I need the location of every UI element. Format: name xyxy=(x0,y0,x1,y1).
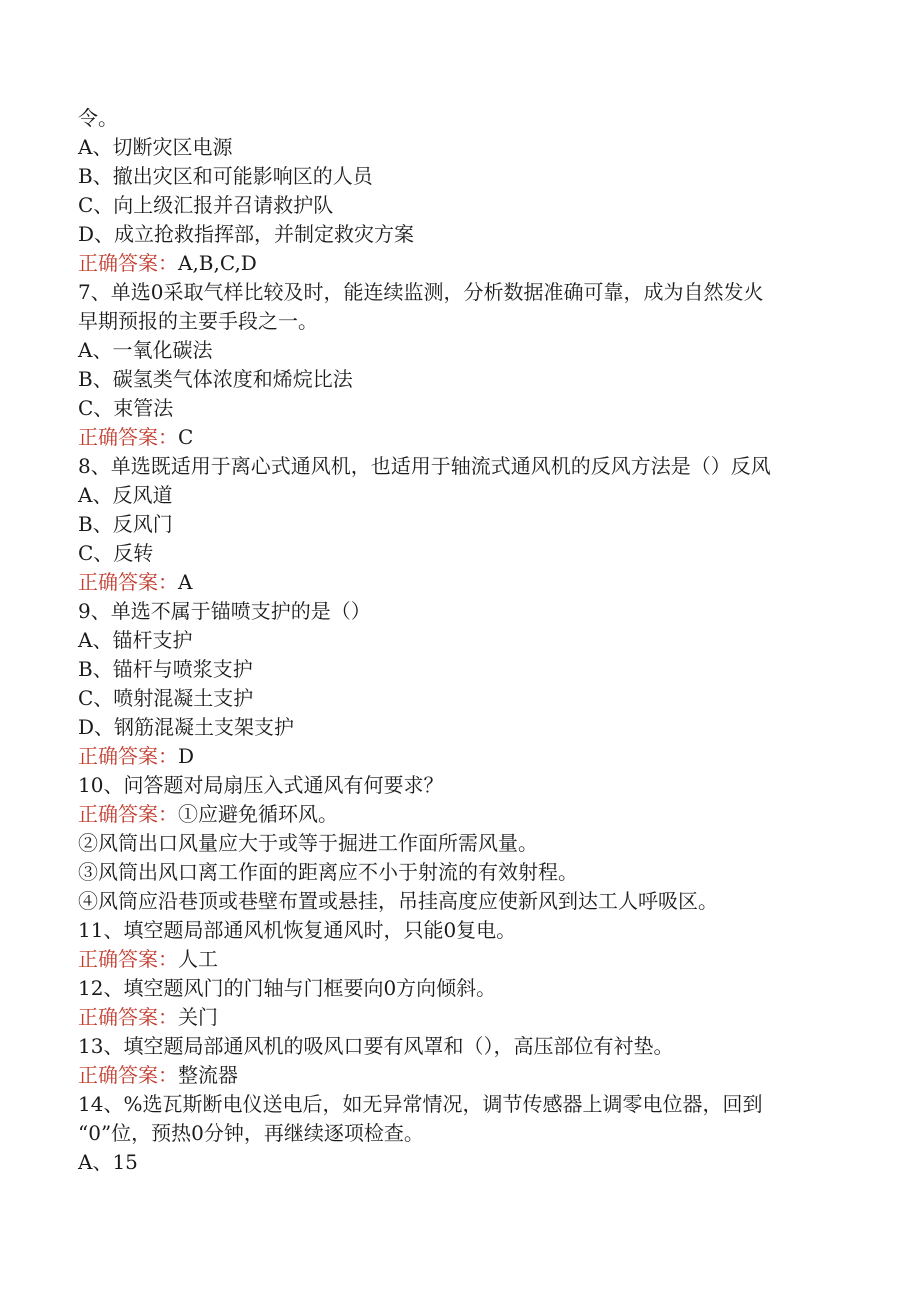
question-12: 12、填空题风门的门轴与门框要向0方向倾斜。 xyxy=(78,976,497,1000)
answer-label: 正确答案： xyxy=(78,425,178,449)
option-d: D、成立抢救指挥部，并制定救灾方案 xyxy=(78,222,415,246)
answer-value: D xyxy=(178,744,195,768)
text-line: 令。 xyxy=(78,106,118,130)
answer-value: C xyxy=(178,425,194,449)
answer-label: 正确答案： xyxy=(78,570,178,594)
answer-value: 关门 xyxy=(178,1005,218,1029)
question-10: 10、问答题对局扇压入式通风有何要求？ xyxy=(78,773,444,797)
option-b: B、碳氢类气体浓度和烯烷比法 xyxy=(78,367,353,391)
option-c: C、向上级汇报并召请救护队 xyxy=(78,193,334,217)
question-content xyxy=(78,104,838,1177)
answer-label: 正确答案： xyxy=(78,1005,178,1029)
option-c: C、喷射混凝土支护 xyxy=(78,686,254,710)
answer-line xyxy=(78,423,838,452)
option-a: A、锚杆支护 xyxy=(78,628,193,652)
option-b: B、锚杆与喷浆支护 xyxy=(78,657,253,681)
question-7-cont: 早期预报的主要手段之一。 xyxy=(78,309,318,333)
answer-label: 正确答案： xyxy=(78,744,178,768)
answer-line xyxy=(78,249,838,278)
option-a: A、反风道 xyxy=(78,483,173,507)
answer-value: 人工 xyxy=(178,947,218,971)
answer-label: 正确答案： xyxy=(78,251,178,275)
answer-label: 正确答案： xyxy=(78,802,178,826)
option-b: B、撤出灾区和可能影响区的人员 xyxy=(78,164,373,188)
option-c: C、反转 xyxy=(78,541,154,565)
option-a: A、一氧化碳法 xyxy=(78,338,213,362)
question-8: 8、单选既适用于离心式通风机，也适用于轴流式通风机的反风方法是（）反风 xyxy=(78,454,771,478)
question-11: 11、填空题局部通风机恢复通风时，只能0复电。 xyxy=(78,918,517,942)
question-14: 14、%选瓦斯断电仪送电后，如无异常情况，调节传感器上调零电位器，回到 xyxy=(78,1092,763,1116)
option-a: A、切断灾区电源 xyxy=(78,135,233,159)
answer-value: 整流器 xyxy=(178,1063,238,1087)
answer-line xyxy=(78,1003,838,1032)
answer-value: A,B,C,D xyxy=(178,251,257,275)
answer-label: 正确答案： xyxy=(78,1063,178,1087)
question-9: 9、单选不属于锚喷支护的是（） xyxy=(78,599,371,623)
answer-detail: ④风筒应沿巷顶或巷壁布置或悬挂，吊挂高度应使新风到达工人呼吸区。 xyxy=(78,889,718,913)
answer-line xyxy=(78,1061,838,1090)
option-c: C、束管法 xyxy=(78,396,174,420)
answer-line xyxy=(78,568,838,597)
option-a: A、15 xyxy=(78,1150,138,1174)
answer-line xyxy=(78,800,838,829)
question-7: 7、单选0采取气样比较及时，能连续监测，分析数据准确可靠，成为自然发火 xyxy=(78,280,764,304)
answer-label: 正确答案： xyxy=(78,947,178,971)
option-b: B、反风门 xyxy=(78,512,173,536)
answer-value: A xyxy=(178,570,193,594)
question-14-cont: “0”位，预热0分钟，再继续逐项检查。 xyxy=(78,1121,424,1145)
option-d: D、钢筋混凝土支架支护 xyxy=(78,715,295,739)
question-13: 13、填空题局部通风机的吸风口要有风罩和（），高压部位有衬垫。 xyxy=(78,1034,674,1058)
answer-line xyxy=(78,742,838,771)
answer-detail: ②风筒出口风量应大于或等于掘进工作面所需风量。 xyxy=(78,831,538,855)
answer-line xyxy=(78,945,838,974)
answer-value: ①应避免循环风。 xyxy=(178,802,338,826)
answer-detail: ③风筒出风口离工作面的距离应不小于射流的有效射程。 xyxy=(78,860,578,884)
